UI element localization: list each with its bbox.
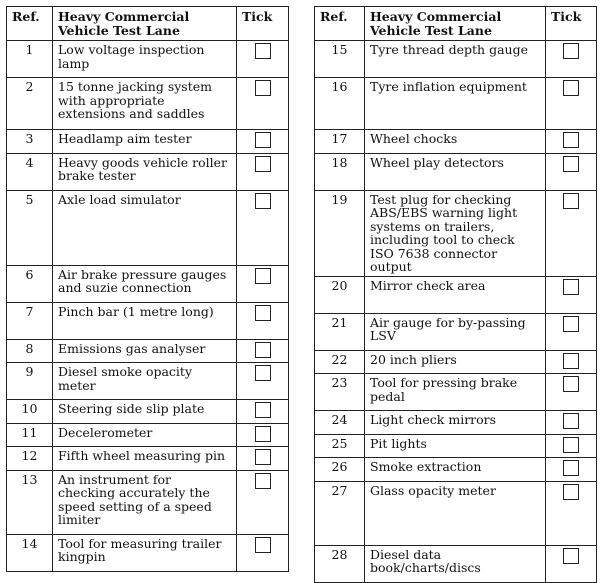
table-row (315, 130, 597, 154)
table-row (7, 339, 289, 363)
tick-cell (546, 411, 597, 435)
table-row (315, 545, 597, 582)
ref-number: 10 (7, 400, 53, 424)
item-description: Pit lights (365, 434, 546, 458)
checklist-table-right (314, 6, 597, 583)
item-description: Mirror check area (365, 276, 546, 313)
table-row (315, 276, 597, 313)
ref-number: 23 (315, 374, 365, 411)
item-description: Low voltage inspection lamp (53, 41, 237, 78)
table-row (7, 447, 289, 471)
ref-number: 15 (315, 41, 365, 78)
table-row (315, 481, 597, 545)
table-row (315, 374, 597, 411)
ref-number: 14 (7, 534, 53, 571)
tick-checkbox[interactable] (255, 537, 271, 553)
table-row (315, 411, 597, 435)
tick-cell (546, 545, 597, 582)
item-description: Tyre inflation equipment (365, 78, 546, 130)
ref-number: 7 (7, 302, 53, 339)
ref-number: 5 (7, 190, 53, 265)
ref-number: 24 (315, 411, 365, 435)
table-row (7, 400, 289, 424)
table-row (7, 470, 289, 534)
tick-cell (237, 534, 289, 571)
tick-checkbox[interactable] (255, 305, 271, 321)
table-row (315, 41, 597, 78)
tick-cell (237, 339, 289, 363)
item-description: Air gauge for by-passing LSV (365, 313, 546, 350)
ref-number: 11 (7, 423, 53, 447)
table-row (7, 190, 289, 265)
tick-checkbox[interactable] (255, 268, 271, 284)
ref-number: 16 (315, 78, 365, 130)
tick-cell (546, 41, 597, 78)
item-description: Tool for pressing brake pedal (365, 374, 546, 411)
item-description: 15 tonne jacking system with appropriate extensions and saddles (53, 78, 237, 130)
tick-header: Tick (546, 7, 597, 41)
table-row (315, 78, 597, 130)
ref-header: Ref. (315, 7, 365, 41)
item-description: Emissions gas analyser (53, 339, 237, 363)
tick-checkbox[interactable] (563, 484, 579, 500)
tick-checkbox[interactable] (255, 426, 271, 442)
ref-number: 9 (7, 363, 53, 400)
tick-cell (237, 153, 289, 190)
ref-number: 12 (7, 447, 53, 471)
ref-number: 28 (315, 545, 365, 582)
table-row (315, 350, 597, 374)
item-description: Decelerometer (53, 423, 237, 447)
ref-number: 26 (315, 458, 365, 482)
table-header-row (315, 7, 597, 41)
table-row (7, 265, 289, 302)
tick-cell (546, 276, 597, 313)
table-row (315, 458, 597, 482)
ref-number: 2 (7, 78, 53, 130)
tick-checkbox[interactable] (255, 80, 271, 96)
tick-checkbox[interactable] (563, 316, 579, 332)
tick-checkbox[interactable] (255, 342, 271, 358)
item-description: Air brake pressure gauges and suzie connection (53, 265, 237, 302)
tick-checkbox[interactable] (255, 402, 271, 418)
tick-checkbox[interactable] (255, 156, 271, 172)
table-row (7, 423, 289, 447)
item-description: Smoke extraction (365, 458, 546, 482)
tick-cell (546, 374, 597, 411)
table-row (315, 434, 597, 458)
tick-header: Tick (237, 7, 289, 41)
tick-checkbox[interactable] (255, 132, 271, 148)
table-row (315, 190, 597, 276)
table-row (315, 153, 597, 190)
table-row (7, 534, 289, 571)
tick-checkbox[interactable] (563, 132, 579, 148)
tick-cell (546, 481, 597, 545)
item-description: An instrument for checking accurately the speed setting of a speed limiter (53, 470, 237, 534)
tick-checkbox[interactable] (563, 413, 579, 429)
item-description: Fifth wheel measuring pin (53, 447, 237, 471)
table-row (7, 130, 289, 154)
tick-cell (546, 190, 597, 276)
tick-cell (237, 190, 289, 265)
ref-number: 22 (315, 350, 365, 374)
tick-checkbox[interactable] (563, 376, 579, 392)
tick-cell (237, 400, 289, 424)
ref-number: 25 (315, 434, 365, 458)
ref-number: 8 (7, 339, 53, 363)
ref-number: 18 (315, 153, 365, 190)
item-description: Diesel data book/charts/discs (365, 545, 546, 582)
tick-checkbox[interactable] (255, 365, 271, 381)
ref-number: 13 (7, 470, 53, 534)
item-description: Heavy goods vehicle roller brake tester (53, 153, 237, 190)
tick-cell (546, 350, 597, 374)
ref-number: 27 (315, 481, 365, 545)
ref-number: 20 (315, 276, 365, 313)
tick-cell (546, 130, 597, 154)
tick-checkbox[interactable] (255, 193, 271, 209)
tick-cell (546, 458, 597, 482)
item-description: Headlamp aim tester (53, 130, 237, 154)
item-description: Pinch bar (1 metre long) (53, 302, 237, 339)
item-header: Heavy Commercial Vehicle Test Lane (365, 7, 546, 41)
ref-number: 19 (315, 190, 365, 276)
tick-checkbox[interactable] (255, 473, 271, 489)
item-description: Glass opacity meter (365, 481, 546, 545)
ref-number: 4 (7, 153, 53, 190)
tick-checkbox[interactable] (563, 156, 579, 172)
table-row (7, 153, 289, 190)
item-description: Tool for measuring trailer kingpin (53, 534, 237, 571)
tick-checkbox[interactable] (563, 43, 579, 59)
tick-cell (237, 302, 289, 339)
item-description: Steering side slip plate (53, 400, 237, 424)
ref-number: 17 (315, 130, 365, 154)
item-description: Tyre thread depth gauge (365, 41, 546, 78)
tick-checkbox[interactable] (563, 80, 579, 96)
item-description: Diesel smoke opacity meter (53, 363, 237, 400)
item-description: Light check mirrors (365, 411, 546, 435)
tick-cell (237, 447, 289, 471)
table-row (7, 302, 289, 339)
tick-checkbox[interactable] (563, 353, 579, 369)
checklist-table-left (6, 6, 289, 572)
table-row (7, 41, 289, 78)
ref-number: 21 (315, 313, 365, 350)
tick-cell (546, 434, 597, 458)
tick-checkbox[interactable] (563, 437, 579, 453)
ref-number: 3 (7, 130, 53, 154)
tick-cell (237, 41, 289, 78)
tick-cell (237, 265, 289, 302)
ref-number: 1 (7, 41, 53, 78)
ref-number: 6 (7, 265, 53, 302)
item-description: Wheel play detectors (365, 153, 546, 190)
tick-cell (237, 78, 289, 130)
item-description: Wheel chocks (365, 130, 546, 154)
tick-checkbox[interactable] (563, 193, 579, 209)
table-row (315, 313, 597, 350)
tick-cell (237, 130, 289, 154)
tick-checkbox[interactable] (255, 43, 271, 59)
item-description: 20 inch pliers (365, 350, 546, 374)
table-row (7, 363, 289, 400)
item-description: Test plug for checking ABS/EBS warning light systems on trailers, including tool to check ISO 7638 connector output (365, 190, 546, 276)
item-description: Axle load simulator (53, 190, 237, 265)
tick-cell (546, 153, 597, 190)
tick-checkbox[interactable] (563, 279, 579, 295)
ref-header: Ref. (7, 7, 53, 41)
tick-cell (237, 363, 289, 400)
table-header-row (7, 7, 289, 41)
table-row (7, 78, 289, 130)
tick-cell (546, 78, 597, 130)
tick-checkbox[interactable] (563, 460, 579, 476)
tick-checkbox[interactable] (563, 548, 579, 564)
tick-cell (237, 470, 289, 534)
tick-cell (237, 423, 289, 447)
tick-checkbox[interactable] (255, 449, 271, 465)
item-header: Heavy Commercial Vehicle Test Lane (53, 7, 237, 41)
tick-cell (546, 313, 597, 350)
